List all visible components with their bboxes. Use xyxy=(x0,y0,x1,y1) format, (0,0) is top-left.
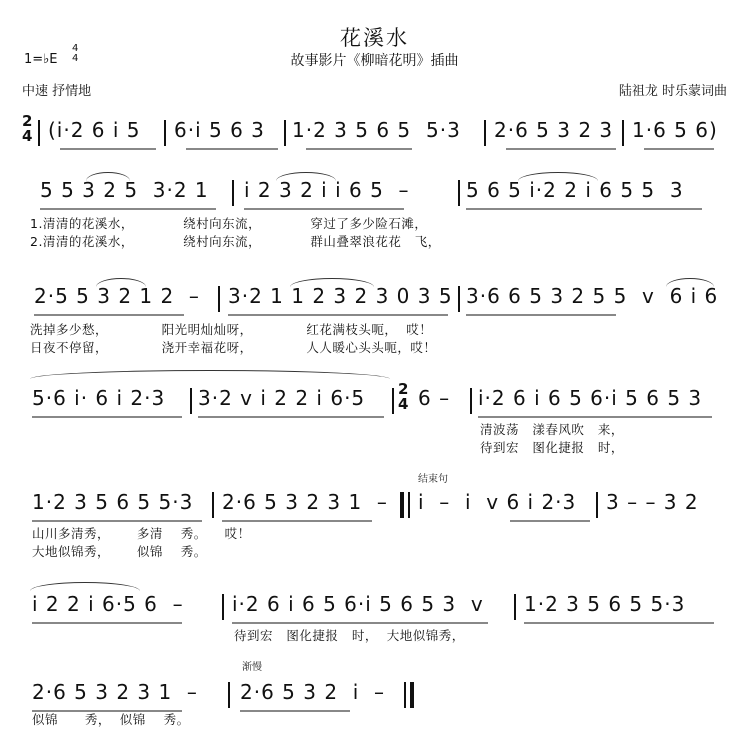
measure: 2·6 5 3 2 3 xyxy=(494,118,614,142)
barline xyxy=(470,388,472,414)
barline xyxy=(38,120,40,146)
barline xyxy=(392,388,394,414)
slur xyxy=(86,172,130,181)
measure: 2·5 5 3 2 1 2 – xyxy=(34,284,200,308)
measure: i 2 3 2 i i 6 5 – xyxy=(244,178,410,202)
underline xyxy=(60,148,156,150)
underline xyxy=(240,710,350,712)
measure: 2·6 5 3 2 3 1 – xyxy=(32,680,198,704)
underline xyxy=(232,622,488,624)
underline xyxy=(466,314,616,316)
underline xyxy=(466,208,702,210)
lyric-verse-2: 待到宏 图化捷报 时， xyxy=(480,440,624,455)
measure: i·2 6 i 6 5 6·i 5 6 5 3 xyxy=(478,386,703,410)
measure: 6·i 5 6 3 xyxy=(174,118,265,142)
measure: i·2 6 i 6 5 6·i 5 6 5 3 v xyxy=(232,592,484,616)
lyric-verse-1: 1.清清的花溪水， 绕村向东流， 穿过了多少险石滩， xyxy=(30,216,428,231)
lyric-verse-2: 日夜不停留， 浇开幸福花呀， 人人暖心头头呃，哎！ xyxy=(30,340,437,355)
barline xyxy=(458,286,460,312)
underline xyxy=(186,148,278,150)
measure: 1·2 3 5 6 5 5·3 xyxy=(524,592,686,616)
time-bottom: 4 xyxy=(72,53,79,64)
underline xyxy=(228,314,448,316)
timesig-top: 2 xyxy=(398,380,409,398)
ritardando-mark: 渐慢 xyxy=(242,662,262,673)
timesig-bottom: 4 xyxy=(398,395,409,413)
measure: 2·6 5 3 2 i – xyxy=(240,680,386,704)
score-row-3 xyxy=(0,284,749,324)
measure: 5 6 5 i·2 2 i 6 5 5 3 xyxy=(466,178,684,202)
barline xyxy=(408,492,410,518)
measure: i 2 2 i 6·5 6 – xyxy=(32,592,184,616)
measure: 5·6 i· 6 i 2·3 xyxy=(32,386,166,410)
tempo-marking: 中速 抒情地 xyxy=(22,84,92,99)
barline xyxy=(458,180,460,206)
final-barline xyxy=(410,682,414,708)
lyric-verse-1: 洗掉多少愁， 阳光明灿灿呀， 红花满枝头呃， 哎！ xyxy=(30,322,433,337)
measure: 6 – xyxy=(418,386,451,410)
song-title: 花溪水 xyxy=(340,26,409,50)
lyric-verse-2: 大地似锦秀， 似锦 秀。 xyxy=(32,544,207,559)
score-row-2 xyxy=(0,178,749,218)
barline xyxy=(284,120,286,146)
underline xyxy=(510,520,590,522)
measure: 2·6 5 3 2 3 1 – xyxy=(222,490,388,514)
lyric-verse-1: 清波荡 漾春风吹 来， xyxy=(480,422,624,437)
barline xyxy=(190,388,192,414)
underline xyxy=(32,622,182,624)
time-top: 4 xyxy=(72,43,79,54)
underline xyxy=(524,622,714,624)
measure: 1·6 5 6) xyxy=(632,118,718,142)
measure: 3·2 v i 2 2 i 6·5 xyxy=(198,386,366,410)
measure: 5 5 3 2 5 3·2 1 xyxy=(40,178,209,202)
measure: 3·2 1 1 2 3 2 3 0 3 5 xyxy=(228,284,453,308)
barline xyxy=(404,682,406,708)
header-time-signature xyxy=(72,44,78,64)
song-subtitle: 故事影片《柳暗花明》插曲 xyxy=(290,53,459,69)
timesig-bottom: 4 xyxy=(22,127,33,145)
underline xyxy=(222,520,372,522)
barline xyxy=(222,594,224,620)
underline xyxy=(644,148,714,150)
barline xyxy=(212,492,214,518)
underline xyxy=(198,416,384,418)
barline xyxy=(514,594,516,620)
slur xyxy=(276,172,336,181)
barline xyxy=(164,120,166,146)
composer-credit: 陆祖龙 时乐蒙词曲 xyxy=(618,84,727,99)
barline xyxy=(232,180,234,206)
underline xyxy=(34,314,184,316)
underline xyxy=(32,520,202,522)
slur xyxy=(30,370,390,379)
row-time-signature xyxy=(398,382,408,412)
slur xyxy=(518,172,598,181)
measure: 5·3 xyxy=(426,118,461,142)
key-signature: 1=♭E xyxy=(24,52,58,67)
score-row-1 xyxy=(0,112,749,158)
barline xyxy=(228,682,230,708)
repeat-barline xyxy=(400,492,404,518)
lyric-verse-1: 似锦 秀， 似锦 秀。 xyxy=(32,712,190,727)
barline xyxy=(622,120,624,146)
underline xyxy=(244,208,404,210)
underline xyxy=(32,416,182,418)
measure: 3 – – 3 2 xyxy=(606,490,699,514)
lyric-verse-2: 2.清清的花溪水， 绕村向东流， 群山叠翠浪花花 飞， xyxy=(30,234,441,249)
measure: 3·6 6 5 3 2 5 5 v 6 i 6 xyxy=(466,284,719,308)
lyric-verse-1: 待到宏 图化捷报 时， 大地似锦秀， xyxy=(234,628,465,643)
slur xyxy=(96,278,146,287)
underline xyxy=(306,148,412,150)
slur xyxy=(290,278,374,287)
score-row-4 xyxy=(0,380,749,426)
slur xyxy=(30,582,140,591)
ending-mark: 结束句 xyxy=(418,474,448,485)
timesig-top: 2 xyxy=(22,112,33,130)
row-time-signature xyxy=(22,114,32,144)
barline xyxy=(218,286,220,312)
slur xyxy=(666,278,714,287)
measure: (i·2 6 i 5 xyxy=(48,118,141,142)
measure: 1·2 3 5 6 5 5·3 xyxy=(32,490,194,514)
measure: 1·2 3 5 6 5 xyxy=(292,118,412,142)
underline xyxy=(478,416,712,418)
underline xyxy=(506,148,616,150)
measure: i – i v 6 i 2·3 xyxy=(418,490,577,514)
lyric-verse-1: 山川多清秀， 多清 秀。 哎！ xyxy=(32,526,251,541)
barline xyxy=(484,120,486,146)
barline xyxy=(596,492,598,518)
underline xyxy=(40,208,216,210)
